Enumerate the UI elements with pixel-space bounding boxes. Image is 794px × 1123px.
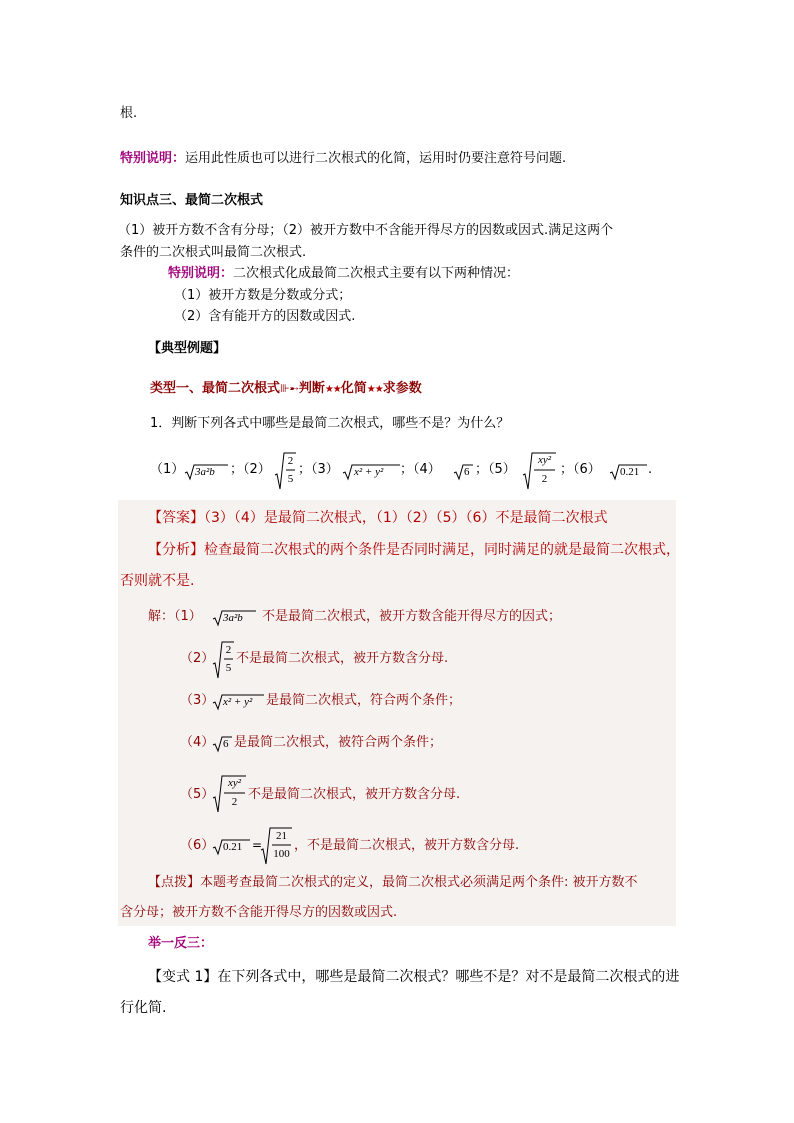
definition-line-2: 条件的二次根式叫最简二次根式. (120, 245, 307, 260)
practice-heading: 举一反三： (148, 936, 214, 951)
top-fragment: 根. (120, 106, 138, 121)
special-note-2 (168, 265, 519, 283)
radical-xy2-over-2: xy² 2 (522, 451, 556, 495)
solution-label-2: （2） (180, 651, 215, 666)
solution-label-4: （4） (180, 735, 215, 750)
note-label: 特别说明： (168, 266, 234, 281)
analysis-line-1 (148, 540, 680, 560)
solution-4: 是最简二次根式，被符合两个条件； (234, 735, 443, 750)
option-label-4: ；（4） (400, 462, 441, 477)
tag-param: 求参数 (382, 381, 422, 396)
radical-6: 6 (453, 461, 473, 481)
tip-text: 本题考查最简二次根式的定义，最简二次根式必须满足两个条件: 被开方数不 (200, 875, 638, 890)
note-item-1: （1）被开方数是分数或分式； (174, 288, 352, 303)
radical-x2-plus-y2: x² + y² (212, 691, 264, 711)
equals-sign: = (252, 838, 263, 852)
radical-3a2b: 3a²b (212, 607, 256, 627)
radical-3a2b: 3a²b (184, 461, 228, 481)
note-item-2: （2）含有能开方的因数或因式. (174, 309, 356, 324)
radical-xy2-over-2: xy² 2 (212, 774, 246, 818)
radical-21-over-100: 21 100 (260, 826, 292, 870)
arrow-icon: ⊪➸ (280, 382, 299, 395)
type-title: 类型一、最简二次根式 (150, 381, 281, 396)
options-end: . (648, 462, 653, 477)
radical-2-over-5: 2 5 (274, 451, 296, 495)
note-text: 二次根式化成最简二次根式主要有以下两种情况： (233, 266, 520, 281)
tag-simplify: 化简 (340, 381, 367, 396)
option-label-3: ；（3） (298, 462, 339, 477)
special-note-1 (120, 150, 566, 168)
solution-3: 是最简二次根式，符合两个条件； (266, 693, 462, 708)
star-icon: ★★ (366, 384, 383, 395)
variant-text: 在下列各式中，哪些是最简二次根式？哪些不是？对不是最简二次根式的进 (217, 969, 680, 985)
solution-label-5: （5） (180, 787, 215, 802)
solution-label-3: （3） (180, 693, 215, 708)
analysis-label: 【分析】 (148, 542, 204, 558)
examples-heading: 【典型例题】 (148, 341, 227, 356)
section-title: 知识点三、最简二次根式 (120, 193, 264, 208)
solution-6: ，不是最简二次根式，被开方数含分母. (294, 838, 520, 853)
tip-label: 【点拨】 (148, 875, 201, 890)
option-label-1: （1） (150, 462, 185, 477)
answer-label: 【答案】 (148, 510, 204, 526)
note-text: 运用此性质也可以进行二次根式的化简，运用时仍要注意符号问题. (185, 151, 567, 166)
solution-5: 不是最简二次根式，被开方数含分母. (248, 787, 461, 802)
variant-line-2: 行化简. (120, 1000, 167, 1016)
answer (148, 508, 607, 528)
note-label: 特别说明： (120, 151, 186, 166)
star-icon: ★★ (324, 384, 341, 395)
tip-line-1 (148, 874, 638, 892)
type-heading (150, 380, 422, 399)
option-label-5: ；（5） (475, 462, 516, 477)
solution-label-6: （6） (180, 838, 215, 853)
solution-1: 不是最简二次根式，被开方数含能开得尽方的因式； (262, 609, 562, 624)
option-label-2: ；（2） (230, 462, 271, 477)
analysis-line-2: 否则就不是. (120, 573, 195, 589)
tip-line-2: 含分母；被开方数不含能开得尽方的因数或因式. (120, 905, 398, 920)
variant-line-1 (148, 967, 679, 987)
question-1: 1．判断下列各式中哪些是最简二次根式，哪些不是？为什么？ (150, 416, 510, 431)
solution-2: 不是最简二次根式，被开方数含分母. (236, 651, 449, 666)
tag-judge: 判断 (298, 381, 325, 396)
answer-text: （3）（4）是最简二次根式，（1）（2）（5）（6）不是最简二次根式 (204, 510, 608, 526)
analysis-text: 检查最简二次根式的两个条件是否同时满足，同时满足的就是最简二次根式， (204, 542, 680, 558)
radical-2-over-5: 2 5 (212, 640, 234, 684)
radical-0-21: 0.21 (609, 461, 647, 481)
solution-label: 解：（1） (148, 609, 202, 624)
option-label-6: ；（6） (560, 462, 601, 477)
definition-line-1: （1）被开方数不含有分母；（2）被开方数中不含能开得尽方的因数或因式.满足这两个 (118, 223, 614, 238)
radical-x2-plus-y2: x² + y² (342, 461, 400, 481)
variant-label: 【变式 1】 (148, 969, 218, 985)
radical-6: 6 (212, 733, 232, 753)
radical-0-21: 0.21 (212, 836, 250, 856)
answer-panel (118, 500, 676, 926)
